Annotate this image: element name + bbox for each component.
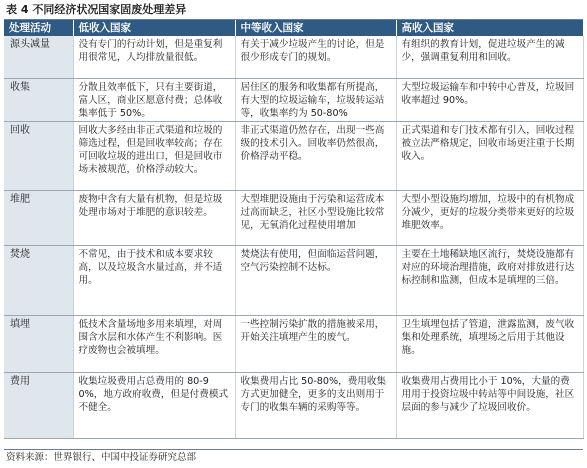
row-activity: 填埋 [4,316,73,373]
cell-low-income: 不常见，由于技术和成本要求较高，以及垃圾含水量过高，并不适用。 [73,246,235,316]
cell-middle-income: 大型堆肥设施由于污染和运营成本过高而缺乏，社区小型设施比较常见，无氧消化过程使用增加 [235,191,396,246]
header-high-income: 高收入国家 [396,20,583,36]
table-row [4,122,583,191]
cell-middle-income: 一些控制污染扩散的措施被采用，开始关注填埋产生的废气。 [235,316,396,373]
row-activity: 收集 [4,79,73,122]
cell-high-income: 大型垃圾运输车和中转中心普及，垃圾回收率超过 90%。 [396,79,583,122]
row-activity: 堆肥 [4,191,73,246]
cell-low-income: 没有专门的行动计划，但是重复利用很常见，人均排放量很低。 [73,36,235,79]
row-activity: 源头减量 [4,36,73,79]
cell-high-income: 有组织的教育计划，促进垃圾产生的减少，强调重复利用和回收。 [396,36,583,79]
row-activity: 回收 [4,122,73,191]
cell-low-income: 收集垃圾费用占总费用的 80-90%，地方政府收费，但是付费模式不健全。 [73,373,235,439]
table-row [4,191,583,246]
header-low-income: 低收入国家 [73,20,235,36]
table-row [4,79,583,122]
header-middle-income: 中等收入国家 [235,20,396,36]
source-note: 资料来源：世界银行、中国中投证券研究总部 [6,452,197,463]
cell-middle-income: 非正式渠道仍然存在，出现一些高级的技术引入。回收率仍然很高，价格浮动平稳。 [235,122,396,191]
cell-middle-income: 收集费用占比 50-80%，费用收集方式更加健全，更多的支出则用于专门的收集车辆的采购等等。 [235,373,396,439]
cell-high-income: 大型小型设施均增加，垃圾中的有机物成分减少，更好的垃圾分类带来更好的垃圾堆肥效率。 [396,191,583,246]
cell-high-income: 主要在土地稀缺地区流行，焚烧设施都有对应的环境治理措施，政府对排放进行达标控制和监测，但成本是填埋的三倍。 [396,246,583,316]
comparison-table [4,20,584,439]
cell-middle-income: 居住区的服务和收集都有所提高，有大型的垃圾运输车，垃圾转运站等，收集率约为 50-80% [235,79,396,122]
table-header-row [4,20,583,36]
table-row [4,373,583,439]
cell-middle-income: 焚烧法有使用，但面临运营问题，空气污染控制不达标。 [235,246,396,316]
row-activity: 费用 [4,373,73,439]
cell-high-income: 正式渠道和专门技术都有引入，回收过程被立法严格规定，回收市场更注重于长期收入。 [396,122,583,191]
row-activity: 焚烧 [4,246,73,316]
cell-low-income: 回收大多经由非正式渠道和垃圾的筛选过程，但是回收率较高；存在可回收垃圾的进出口，但是回收市场未被规范，价格浮动较大。 [73,122,235,191]
cell-low-income: 废物中含有大量有机物，但是垃圾处理市场对于堆肥的意识较差。 [73,191,235,246]
header-activity: 处理活动 [4,20,73,36]
table-row [4,36,583,79]
cell-low-income: 分散且效率低下，只有主要街道，富人区，商业区愿意付费；总体收集率低于 50%。 [73,79,235,122]
cell-high-income: 收集费用占费用比小于 10%，大量的费用用于投资垃圾中转站等中间设施，社区层面的参与减少了垃圾回收价。 [396,373,583,439]
table-title: 表 4 不同经济状况国家固废处理差异 [6,3,187,16]
cell-high-income: 卫生填埋包括了管道，泄露监测，废气收集和处理系统，填埋场之后用于其他设施。 [396,316,583,373]
cell-middle-income: 有关于减少垃圾产生的讨论，但是很少形成专门的规划。 [235,36,396,79]
cell-low-income: 低技术含量场地多用来填埋，对周围含水层和水体产生不利影响。医疗废物也会被填埋。 [73,316,235,373]
bottom-rule [4,449,583,450]
table-row [4,246,583,316]
table-row [4,316,583,373]
